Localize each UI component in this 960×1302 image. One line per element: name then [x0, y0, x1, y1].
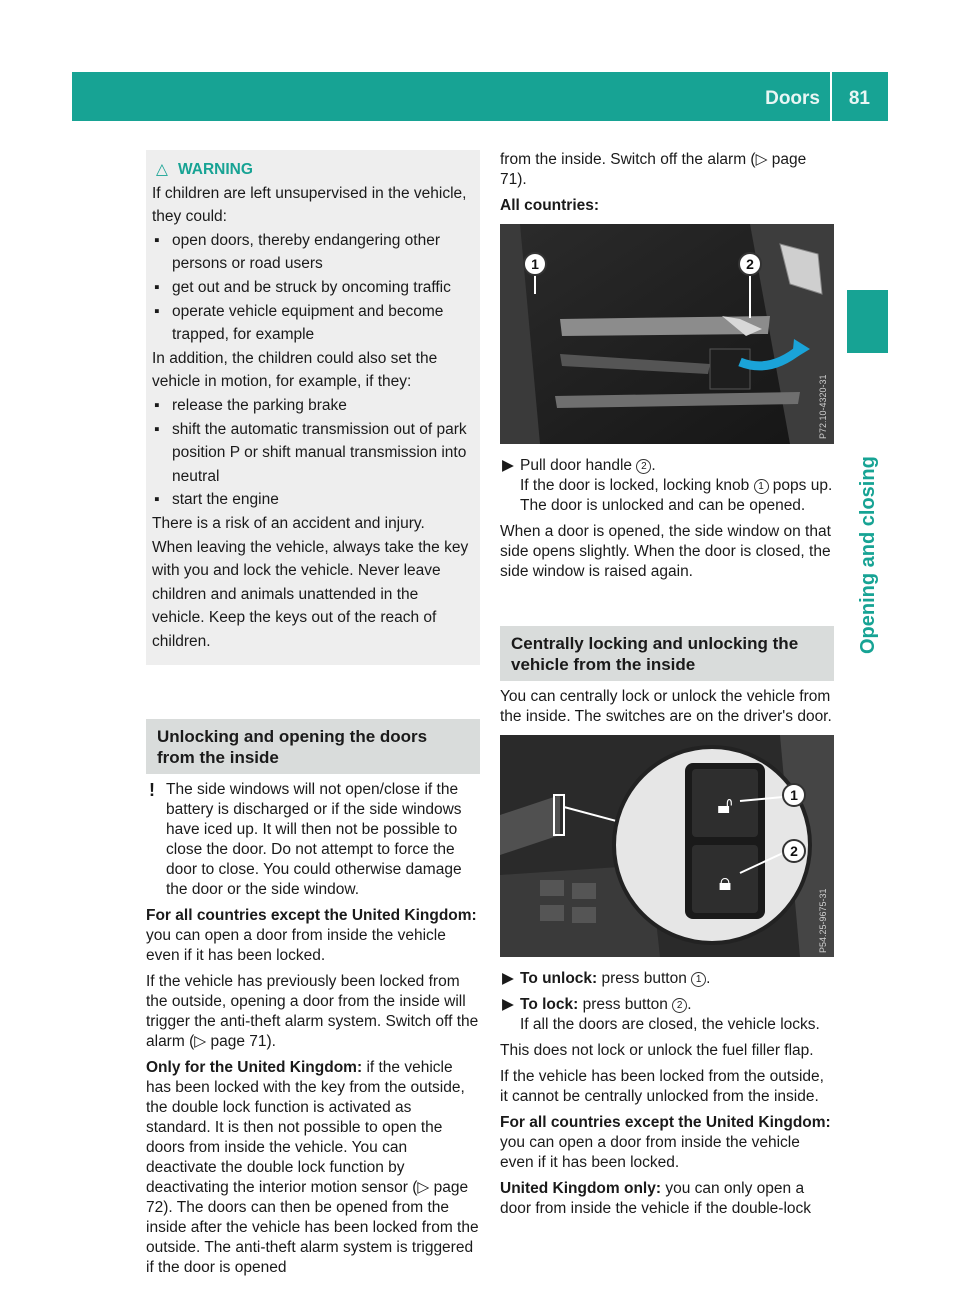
callout-2: 2: [746, 256, 754, 272]
callout-2: 2: [790, 843, 798, 859]
all-countries-label: All countries:: [500, 197, 600, 214]
unlock-icon: 🔓︎: [717, 791, 733, 819]
caution-note: ! The side windows will not open/close if the battery is discharged or if the side windows have iced up. It will then not be possible to close the door. Do not attempt to force the door to close. You could otherwise damage the door or the side window.: [149, 780, 462, 899]
warning-advice: When leaving the vehicle, always take the key with you and lock the vehicle. Never leave children and animals unattended in the vehicle. Keep the keys out of the reach of children.: [152, 538, 469, 650]
header-bar: [72, 72, 888, 121]
warning-bullet: ▪ open doors, thereby endangering other persons or road users: [152, 229, 474, 276]
step-lock: ▶ To lock: press button 2 . If all the doors are closed, the vehicle locks.: [502, 996, 820, 1033]
warning-bullet: ▪ operate vehicle equipment and become trapped, for example: [152, 300, 474, 347]
central-locking-figure: [500, 735, 834, 957]
warning-bullet: ▪ start the engine: [152, 488, 474, 512]
step-unlock: ▶ To unlock: press button 1 .: [502, 970, 711, 987]
figure-code: P54.25-9675-31: [818, 888, 828, 953]
paragraph-outside: If the vehicle has been locked from the outside, it cannot be centrally unlocked from the inside.: [500, 1068, 824, 1105]
section-heading-central-locking: Centrally locking and unlocking the vehicle from the inside: [500, 626, 834, 681]
step-arrow-icon: ▶: [502, 996, 514, 1013]
header-divider: [830, 72, 832, 121]
section-heading-unlocking: Unlocking and opening the doors from the inside: [146, 719, 480, 774]
right-column: [500, 150, 834, 1225]
door-handle-figure: [500, 224, 834, 444]
warning-bullet: ▪ release the parking brake: [152, 394, 474, 418]
warning-bullet: ▪ shift the automatic transmission out of park position P or shift manual transmission into neutral: [152, 418, 474, 489]
paragraph-all-countries-2: For all countries except the United Kingdom: you can open a door from inside the vehicle even if it has been locked.: [500, 1114, 831, 1171]
callout-1: 1: [531, 256, 539, 272]
chapter-tab: [847, 290, 888, 353]
switch-illustration: [500, 735, 834, 957]
step-arrow-icon: ▶: [502, 457, 514, 474]
paragraph-central: You can centrally lock or unlock the vehicle from the inside. The switches are on the driver's door.: [500, 688, 832, 725]
paragraph-continued: from the inside. Switch off the alarm (▷ page 71).: [500, 151, 807, 188]
callout-1: 1: [790, 787, 798, 803]
callout-ref: 1: [691, 972, 706, 987]
paragraph-window: When a door is opened, the side window on that side opens slightly. When the door is closed, the side window is raised again.: [500, 523, 831, 580]
warning-box: [146, 150, 480, 665]
caution-icon: !: [149, 780, 155, 801]
paragraph-uk-only: United Kingdom only: you can only open a door from inside the vehicle if the double-lock: [500, 1180, 812, 1217]
lock-icon: 🔒︎: [718, 868, 732, 896]
callout-ref: 2: [672, 998, 687, 1013]
header-title: Doors: [765, 88, 820, 109]
left-column: [146, 150, 480, 1284]
door-panel-illustration: [500, 224, 834, 444]
warning-bullet: ▪ get out and be struck by oncoming traffic: [152, 276, 474, 300]
paragraph-all-countries: For all countries except the United Kingdom: you can open a door from inside the vehicle even if it has been locked.: [146, 907, 477, 965]
step-pull-handle: ▶ Pull door handle 2 . If the door is locked, locking knob 1 pops up. The door is unlocked and can be opened.: [502, 457, 833, 514]
warning-title: △ WARNING: [152, 158, 474, 182]
page-number: 81: [848, 88, 870, 109]
paragraph-alarm: If the vehicle has previously been locked from the outside, opening a door from the inside will trigger the anti-theft alarm system. Switch off the alarm (▷ page 71).: [146, 973, 479, 1051]
callout-ref: 2: [636, 459, 651, 474]
step-arrow-icon: ▶: [502, 970, 514, 987]
warning-risk: There is a risk of an accident and injury.: [152, 514, 425, 532]
paragraph-fuel: This does not lock or unlock the fuel filler flap.: [500, 1042, 814, 1059]
warning-triangle-icon: △: [156, 161, 168, 178]
callout-ref: 1: [754, 479, 769, 494]
warning-mid: In addition, the children could also set the vehicle in motion, for example, if they:: [152, 349, 438, 391]
figure-code: P72.10-4320-31: [818, 374, 828, 439]
paragraph-uk: Only for the United Kingdom: if the vehicle has been locked with the key from the outside, the double lock function is activated as standard. It is then not possible to open the doors from inside the vehicle. You can deactivate the double lock function by deactivating the interior motion sensor (▷ page 72). The doors can then be opened from the inside after the vehicle has been locked from the outside. The anti-theft alarm system is triggered if the door is opened: [146, 1059, 479, 1277]
warning-intro: If children are left unsupervised in the vehicle, they could:: [152, 184, 467, 226]
